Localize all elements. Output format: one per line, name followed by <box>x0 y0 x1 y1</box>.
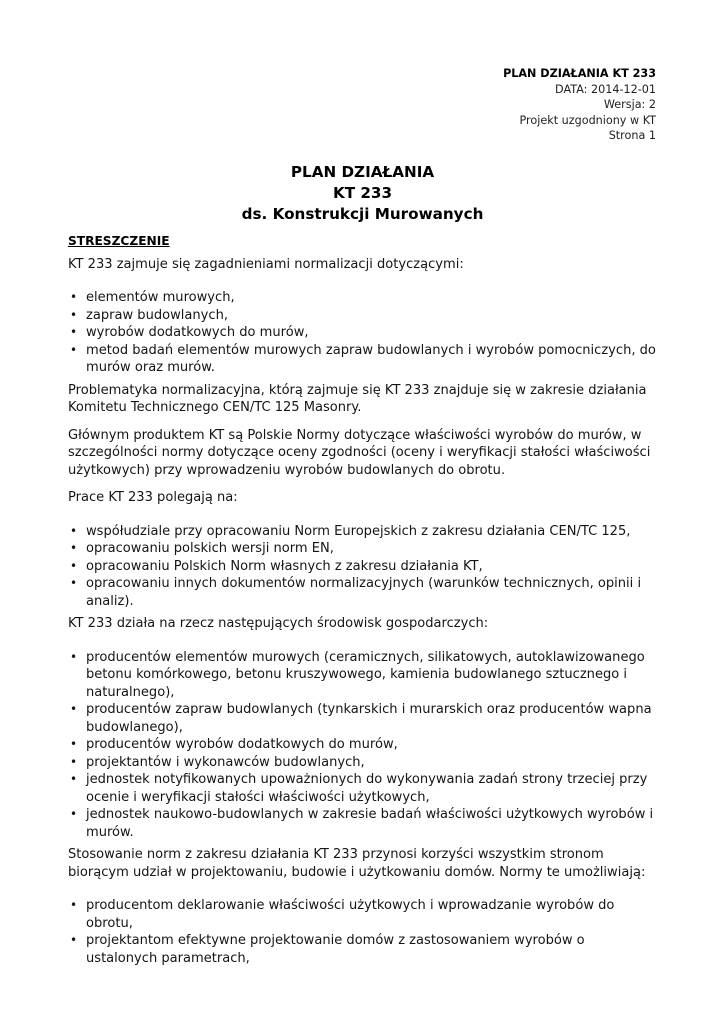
list-item-text: opracowaniu polskich wersji norm EN, <box>86 541 334 556</box>
list-item-text: jednostek naukowo-budowlanych w zakresie badań właściwości użytkowych wyrobów i murów. <box>86 807 654 840</box>
bullet-icon: • <box>70 772 78 786</box>
bullet-icon: • <box>70 898 78 912</box>
list-item-text: współudziale przy opracowaniu Norm Europejskich z zakresu działania CEN/TC 125, <box>86 523 631 539</box>
list-item-text: wyrobów dodatkowych do murów, <box>86 325 309 340</box>
list-item-text: producentów wyrobów dodatkowych do murów, <box>86 737 398 752</box>
list-item <box>68 649 658 702</box>
intro-paragraph: KT 233 zajmuje się zagadnieniami normalizacji dotyczącymi: <box>68 256 464 272</box>
section-heading: STRESZCZENIE <box>68 234 170 248</box>
list-item <box>68 523 658 541</box>
bullet-list-benefits <box>68 897 658 967</box>
list-item-text: jednostek notyfikowanych upoważnionych do wykonywania zadań strony trzeciej przy ocenie i weryfikacji stałości właściwości użytkowych, <box>86 772 648 805</box>
list-item-text: producentów zapraw budowlanych (tynkarskich i murarskich oraz producentów wapna budowlanego), <box>86 702 652 735</box>
list-item <box>68 307 658 325</box>
title-line-3: ds. Konstrukcji Murowanych <box>241 205 484 223</box>
list-item <box>68 324 658 342</box>
list-item-text: opracowaniu innych dokumentów normalizacyjnych (warunków technicznych, opinii i analiz). <box>86 576 642 609</box>
paragraph-work-intro: Prace KT 233 polegają na: <box>68 490 238 505</box>
bullet-list-stakeholders <box>68 649 658 842</box>
list-item <box>68 754 658 772</box>
list-item <box>68 558 658 576</box>
paragraph-stakeholders-intro: KT 233 działa na rzecz następujących środowisk gospodarczych: <box>68 616 489 631</box>
document-header <box>503 66 656 144</box>
bullet-icon: • <box>70 807 78 821</box>
list-item <box>68 806 658 841</box>
document-body <box>68 233 658 972</box>
list-item-text: elementów murowych, <box>86 290 235 305</box>
title-line-2: KT 233 <box>332 184 393 202</box>
paragraph-scope-cen: Problematyka normalizacyjna, którą zajmuje się KT 233 znajduje się w zakresie działania Komitetu Technicznego CEN/TC 125 Masonry. <box>68 382 647 415</box>
list-item <box>68 897 658 932</box>
bullet-icon: • <box>70 754 78 769</box>
bullet-icon: • <box>70 576 78 590</box>
header-plan-title: PLAN DZIAŁANIA KT 233 <box>503 67 656 80</box>
list-item-text: zapraw budowlanych, <box>86 307 228 323</box>
bullet-list-work <box>68 523 658 611</box>
bullet-icon: • <box>70 933 78 947</box>
list-item <box>68 701 658 736</box>
header-status: Projekt uzgodniony w KT <box>519 113 656 127</box>
paragraph-benefits-intro: Stosowanie norm z zakresu działania KT 233 przynosi korzyści wszystkim stronom biorącym udział w projektowaniu, budowie i użytkowaniu domów. Normy te umożliwiają: <box>68 847 646 880</box>
list-item-text: producentów elementów murowych (ceramicznych, silikatowych, autoklawizowanego betonu komórkowego, betonu kruszywowego, kamienia budowlanego sztucznego i naturalnego), <box>86 649 645 700</box>
title-line-1: PLAN DZIAŁANIA <box>290 163 435 181</box>
bullet-icon: • <box>70 307 78 322</box>
bullet-icon: • <box>70 290 78 304</box>
bullet-icon: • <box>70 541 78 555</box>
list-item <box>68 540 658 558</box>
list-item <box>68 289 658 307</box>
list-item <box>68 575 658 610</box>
bullet-icon: • <box>70 649 78 664</box>
bullet-icon: • <box>70 737 78 751</box>
list-item-text: metod badań elementów murowych zapraw budowlanych i wyrobów pomocniczych, do murów oraz murów. <box>86 342 656 375</box>
bullet-list-scope <box>68 289 658 377</box>
list-item <box>68 932 658 967</box>
list-item <box>68 771 658 806</box>
list-item-text: projektantów i wykonawców budowlanych, <box>86 754 365 770</box>
list-item <box>68 736 658 754</box>
list-item-text: projektantom efektywne projektowanie domów z zastosowaniem wyrobów o ustalonych parametrach, <box>86 933 585 966</box>
bullet-icon: • <box>70 342 78 357</box>
bullet-icon: • <box>70 702 78 716</box>
header-date: DATA: 2014-12-01 <box>555 82 656 96</box>
header-version: Wersja: 2 <box>603 98 656 112</box>
list-item-text: producentom deklarowanie właściwości użytkowych i wprowadzanie wyrobów do obrotu, <box>86 898 615 931</box>
bullet-icon: • <box>70 325 78 339</box>
list-item <box>68 342 658 377</box>
bullet-icon: • <box>70 523 78 538</box>
paragraph-main-product: Głównym produktem KT są Polskie Normy dotyczące właściwości wyrobów do murów, w szczególności normy dotyczące oceny zgodności (oceny i weryfikacji stałości właściwości użytkowych) przy wprowadzeniu wyrobów budowlanych do obrotu. <box>68 427 651 478</box>
list-item-text: opracowaniu Polskich Norm własnych z zakresu działania KT, <box>86 558 483 574</box>
document-title <box>0 162 725 225</box>
bullet-icon: • <box>70 558 78 573</box>
header-page-number: Strona 1 <box>608 129 656 143</box>
